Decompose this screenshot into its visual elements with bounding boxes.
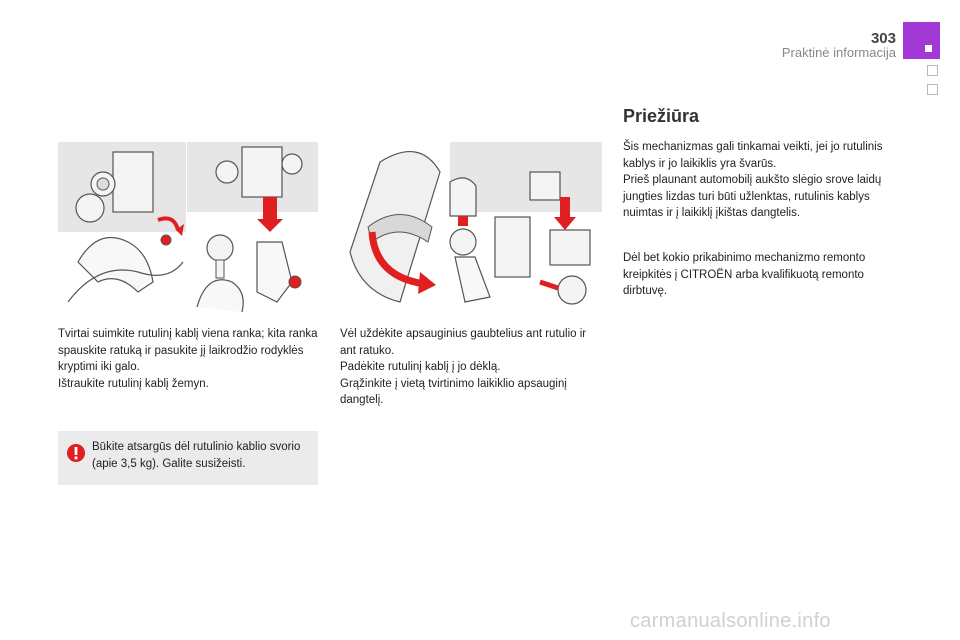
chapter-tab-active[interactable] [903, 22, 940, 59]
chapter-tab-marker[interactable] [927, 84, 938, 95]
paragraph: Dėl bet kokio prikabinimo mechanizmo remonto kreipkitės į CITROËN arba kvalifikuotą remonto dirbtuvę. [623, 252, 866, 297]
watermark: carmanualsonline.info [630, 610, 831, 632]
chapter-tab-marker[interactable] [927, 65, 938, 76]
instructions-remove-ball [58, 326, 320, 392]
warning-text: Būkite atsargūs dėl rutulinio kablio svorio (apie 3,5 kg). Galite susižeisti. [92, 441, 301, 470]
section-title: Praktinė informacija [781, 45, 896, 60]
paragraph: Ištraukite rutulinį kablį žemyn. [58, 377, 209, 390]
paragraph: Grąžinkite į vietą tvirtinimo laikiklio apsauginį dangtelį. [340, 377, 567, 406]
maintenance-text [623, 139, 883, 222]
illustration-turn-wheel [58, 142, 186, 314]
exclamation-warning-icon [66, 443, 86, 463]
page-number: 303 [870, 30, 896, 47]
paragraph: Prieš plaunant automobilį aukšto slėgio srove laidų jungties lizdas turi būti užlenktas, rutulinis kablys nuimtas ir į laikiklį įkištas dangtelis. [623, 174, 882, 219]
paragraph: Šis mechanizmas gali tinkamai veikti, jei jo rutulinis kablys ir jo laikiklis yra švarūs. [623, 141, 883, 170]
illustration-replace-covers [340, 142, 602, 314]
illustration-pull-ball-down [187, 142, 318, 314]
paragraph: Vėl uždėkite apsauginius gaubtelius ant rutulio ir ant ratuko. [340, 328, 587, 357]
paragraph: Tvirtai suimkite rutulinį kablį viena ranka; kita ranka spauskite ratuką ir pasukite jį laikrodžio rodyklės kryptimi iki galo. [58, 328, 318, 373]
warning-box [58, 431, 318, 485]
instructions-store-ball [340, 326, 602, 409]
maintenance-repair-text [623, 250, 888, 300]
paragraph: Padėkite rutulinį kablį į jo dėklą. [340, 361, 501, 373]
section-heading-maintenance: Priežiūra [623, 106, 700, 126]
